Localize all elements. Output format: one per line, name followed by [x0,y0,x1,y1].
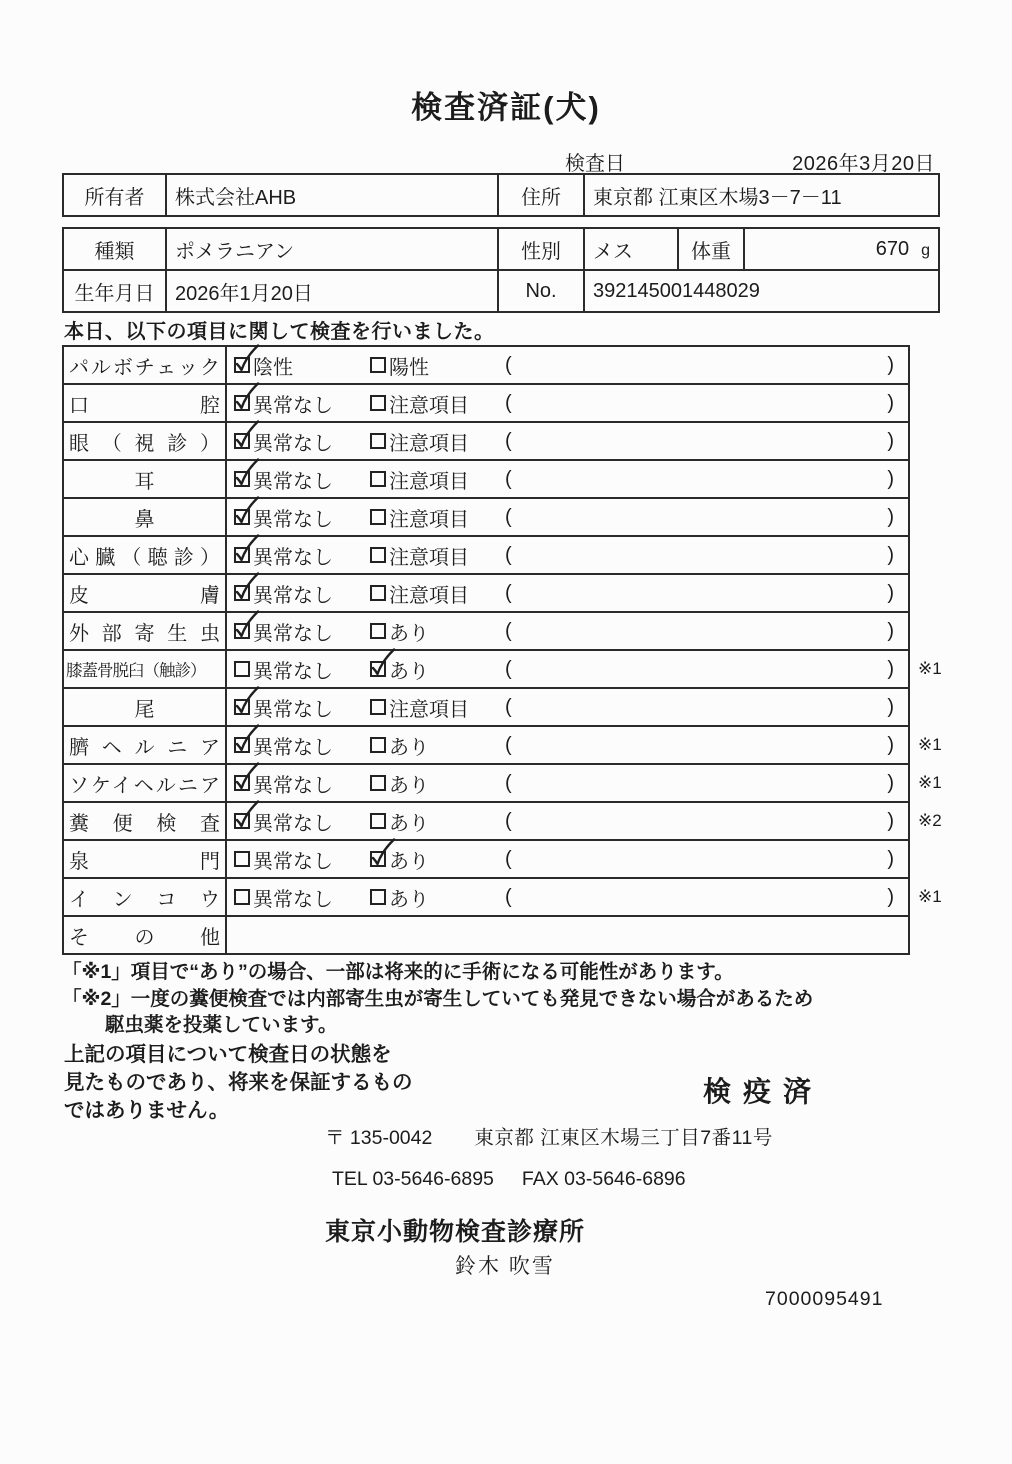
check-row [63,916,957,954]
weight-unit: g [921,241,930,259]
option-label: 注意項目 [389,432,469,455]
option-label: 注意項目 [389,470,469,493]
checkmark-icon [231,684,263,718]
check-option [370,465,505,494]
check-row [63,650,957,688]
note-marker [909,612,957,650]
check-option [234,541,370,570]
check-option [370,883,505,912]
option-label: あり [389,850,429,873]
check-row [63,574,957,612]
weight-value [744,228,939,270]
option-label: 異常なし [253,432,333,455]
item-label: 耳 [63,460,226,498]
checkbox [370,433,386,449]
checkbox [234,851,250,867]
option-label: 注意項目 [389,584,469,607]
address-value: 東京都 江東区木場3－7－11 [584,174,939,216]
item-result-cell [226,650,909,688]
birth-value: 2026年1月20日 [166,270,498,312]
check-option [370,845,505,874]
birth-label: 生年月日 [63,270,166,312]
item-result-cell [226,802,909,840]
owner-label: 所有者 [63,174,166,216]
disclaimer-text [64,1041,413,1125]
checkmark-icon [231,532,263,566]
checkmark-icon [231,760,263,794]
paren-close: ) [887,695,894,718]
item-result-cell [226,916,909,954]
check-row [63,384,957,422]
paren-close: ) [887,619,894,642]
option-label: 異常なし [253,470,333,493]
paren-close: ) [887,657,894,680]
clinic-contact-line [332,1168,686,1191]
option-label: 異常なし [253,508,333,531]
paren-open: ( [505,353,512,376]
item-result-cell [226,460,909,498]
checkbox [370,585,386,601]
note-marker: ※1 [918,735,942,754]
paren-close: ) [887,809,894,832]
note-marker [909,346,957,384]
item-label: インコウ [63,878,226,916]
option-label: 異常なし [253,698,333,721]
checkmark-icon [231,418,263,452]
note-marker [909,688,957,726]
option-label: 異常なし [253,546,333,569]
check-option [370,503,505,532]
note-marker: ※1 [918,887,942,906]
checkbox [234,585,250,601]
paren-open: ( [505,885,512,908]
checkbox [370,775,386,791]
option-label: 異常なし [253,812,333,835]
check-row [63,726,957,764]
checkbox [234,357,250,373]
disclaimer-line: 見たものであり、将来を保証するもの [64,1071,413,1094]
check-option [234,465,370,494]
checkmark-icon [231,570,263,604]
note-marker [909,574,957,612]
check-row [63,764,957,802]
item-label: パルボチェック [63,346,226,384]
inspection-table [62,345,958,955]
paren-close: ) [887,429,894,452]
check-option [234,731,370,760]
checkbox [370,395,386,411]
check-option [234,769,370,798]
option-label: 異常なし [253,888,333,911]
item-label: 皮膚 [63,574,226,612]
owner-value: 株式会社AHB [166,174,498,216]
clinic-fax: FAX 03-5646-6896 [521,1168,686,1190]
note-marker [909,498,957,536]
check-option [234,427,370,456]
note-marker [909,916,957,954]
paren-open: ( [505,809,512,832]
paren-close: ) [887,467,894,490]
option-label: 注意項目 [389,546,469,569]
checkbox [370,889,386,905]
check-option [370,617,505,646]
item-result-cell [226,726,909,764]
checkmark-icon [367,646,399,680]
note-marker: ※1 [918,773,942,792]
option-label: 異常なし [253,622,333,645]
item-label: 口腔 [63,384,226,422]
weight-number: 670 [875,237,910,260]
pet-row-1 [63,228,939,270]
option-label: 異常なし [253,774,333,797]
option-label: あり [389,888,429,911]
paren-close: ) [887,505,894,528]
option-label: 異常なし [253,584,333,607]
note-marker [909,422,957,460]
intro-text: 本日、以下の項目に関して検査を行いました。 [64,321,495,343]
clinic-address-line [325,1122,773,1150]
checkmark-icon [231,608,263,642]
paren-close: ) [887,353,894,376]
item-result-cell [226,498,909,536]
clinic-address: 東京都 江東区木場三丁目7番11号 [474,1127,773,1149]
paren-open: ( [505,467,512,490]
check-option [370,541,505,570]
checkbox [370,357,386,373]
checkbox [234,547,250,563]
option-label: 異常なし [253,394,333,417]
item-result-cell [226,878,909,916]
checkbox [234,737,250,753]
check-row [63,460,957,498]
veterinarian-name: 鈴木 吹雪 [455,1255,555,1278]
paren-close: ) [887,847,894,870]
checkbox [370,737,386,753]
check-row [63,422,957,460]
paren-close: ) [887,581,894,604]
check-option [370,427,505,456]
item-label: 泉門 [63,840,226,878]
item-label: その他 [63,916,226,954]
item-label: 心臓（聴診） [63,536,226,574]
paren-open: ( [505,771,512,794]
option-label: あり [389,660,429,683]
pet-row-2 [63,270,939,312]
checkbox [234,471,250,487]
footnote-2-continued: 駆虫薬を投薬しています。 [105,1014,338,1036]
option-label: 注意項目 [389,698,469,721]
clinic-postal: 〒 135-0042 [325,1127,433,1149]
check-option [234,655,370,684]
option-label: あり [389,812,429,835]
sex-value: メス [584,228,678,270]
serial-number: 7000095491 [765,1288,884,1310]
note-marker: ※2 [918,811,942,830]
quarantine-stamp: 検疫済 [703,1076,824,1107]
option-label: 陽性 [389,356,429,379]
inspection-date-value: 2026年3月20日 [792,153,935,175]
weight-label: 体重 [678,228,744,270]
item-result-cell [226,574,909,612]
paren-open: ( [505,581,512,604]
check-option [370,389,505,418]
address-label: 住所 [498,174,584,216]
check-option [370,731,505,760]
item-label: 糞便検査 [63,802,226,840]
item-result-cell [226,536,909,574]
paren-open: ( [505,429,512,452]
checkbox [370,851,386,867]
checkmark-icon [231,342,263,376]
checkbox [370,813,386,829]
checkmark-icon [231,494,263,528]
item-result-cell [226,346,909,384]
option-label: あり [389,774,429,797]
paren-close: ) [887,771,894,794]
paren-open: ( [505,505,512,528]
check-option [234,617,370,646]
note-marker [909,840,957,878]
paren-close: ) [887,543,894,566]
checkbox [234,661,250,677]
check-row [63,878,957,916]
checkbox [234,433,250,449]
checkbox [370,623,386,639]
paren-open: ( [505,543,512,566]
check-option [234,883,370,912]
check-row [63,536,957,574]
checkbox [234,395,250,411]
inspection-date-label: 検査日 [565,153,625,175]
item-label: 眼（視診） [63,422,226,460]
option-label: 異常なし [253,736,333,759]
checkbox [234,509,250,525]
item-result-cell [226,688,909,726]
disclaimer-line: ではありません。 [64,1099,230,1122]
owner-row [63,174,939,216]
pet-table [62,227,940,313]
checkbox [234,699,250,715]
note-marker [909,460,957,498]
check-row [63,346,957,384]
footnote-1: 「※1」項目で“あり”の場合、一部は将来的に手術になる可能性があります。 [62,961,734,983]
item-result-cell [226,764,909,802]
paren-open: ( [505,695,512,718]
item-label: 臍ヘルニア [63,726,226,764]
check-row [63,802,957,840]
item-result-cell [226,612,909,650]
check-option [370,579,505,608]
item-result-cell [226,384,909,422]
paren-open: ( [505,733,512,756]
item-label: 膝蓋骨脱臼（触診） [63,650,226,688]
check-option [234,579,370,608]
paren-close: ) [887,733,894,756]
paren-open: ( [505,391,512,414]
item-result-cell [226,840,909,878]
check-option [234,845,370,874]
option-label: 異常なし [253,850,333,873]
clinic-name: 東京小動物検査診療所 [325,1218,586,1246]
check-option [234,693,370,722]
footnote-2: 「※2」一度の糞便検査では内部寄生虫が寄生していても発見できない場合があるため [62,988,814,1010]
checkbox [370,509,386,525]
check-row [63,498,957,536]
paren-open: ( [505,847,512,870]
check-option [234,389,370,418]
option-label: 異常なし [253,660,333,683]
paren-open: ( [505,657,512,680]
check-row [63,612,957,650]
checkbox [370,471,386,487]
breed-label: 種類 [63,228,166,270]
clinic-tel: TEL 03-5646-6895 [332,1168,494,1190]
checkmark-icon [231,456,263,490]
option-label: あり [389,736,429,759]
option-label: 陰性 [253,356,293,379]
checkbox [234,775,250,791]
no-label: No. [498,270,584,312]
checkbox [370,547,386,563]
check-row [63,840,957,878]
check-option [234,503,370,532]
option-label: 注意項目 [389,394,469,417]
item-result-cell [226,422,909,460]
check-option [234,351,370,380]
check-option [370,807,505,836]
no-value: 392145001448029 [584,270,939,312]
checkmark-icon [231,722,263,756]
check-option [370,655,505,684]
checkbox [370,661,386,677]
item-label: 尾 [63,688,226,726]
item-label: 外部寄生虫 [63,612,226,650]
checkbox [234,623,250,639]
sex-label: 性別 [498,228,584,270]
item-label: 鼻 [63,498,226,536]
checkmark-icon [367,836,399,870]
owner-table [62,173,940,217]
check-option [370,693,505,722]
checkbox [234,889,250,905]
check-option [234,807,370,836]
checkbox [234,813,250,829]
check-option [370,351,505,380]
option-label: 注意項目 [389,508,469,531]
note-marker [909,536,957,574]
note-marker: ※1 [918,659,942,678]
note-marker [909,384,957,422]
paren-close: ) [887,885,894,908]
disclaimer-line: 上記の項目について検査日の状態を [64,1043,392,1066]
check-row [63,688,957,726]
paren-open: ( [505,619,512,642]
option-label: あり [389,622,429,645]
checkmark-icon [231,798,263,832]
checkbox [370,699,386,715]
paren-close: ) [887,391,894,414]
breed-value: ポメラニアン [166,228,498,270]
item-label: ソケイヘルニア [63,764,226,802]
check-option [370,769,505,798]
checkmark-icon [231,380,263,414]
page-title: 検査済証(犬) [411,90,601,125]
